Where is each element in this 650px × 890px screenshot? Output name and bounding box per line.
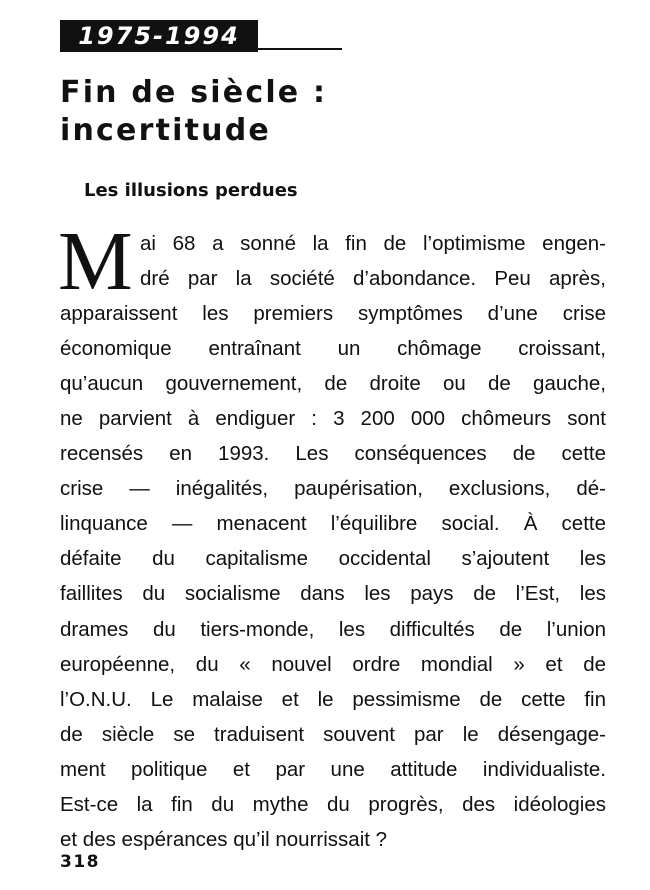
text-line-7: recensés en 1993. Les conséquences de cette <box>60 442 606 466</box>
section-subtitle: Les illusions perdues <box>84 180 298 201</box>
text-line-10: défaite du capitalisme occidental s’ajoutent les <box>60 547 606 571</box>
text-line-17: Est-ce la fin du mythe du progrès, des idéologies <box>60 792 606 816</box>
text-line-13: européenne, du « nouvel ordre mondial » et de <box>60 652 606 676</box>
body-text <box>58 215 606 857</box>
text-line-14: l’O.N.U. Le malaise et le pessimisme de cette fin <box>60 687 606 711</box>
text-line-15: de siècle se traduisent souvent par le désengage- <box>60 722 606 746</box>
text-line-3: apparaissent les premiers symptômes d’une crise <box>60 302 606 326</box>
title-line-2: incertitude <box>60 113 271 148</box>
text-line-12: drames du tiers-monde, les difficultés de l’union <box>60 617 606 641</box>
text-line-1: ai 68 a sonné la fin de l’optimisme engen- <box>140 232 606 255</box>
text-line-18: et des espérances qu’il nourrissait ? <box>60 827 388 851</box>
drop-cap: M <box>58 215 133 308</box>
page-title <box>60 74 327 150</box>
text-line-8: crise — inégalités, paupérisation, exclusions, dé- <box>60 477 606 501</box>
text-line-9: linquance — menacent l’équilibre social. À cette <box>60 512 606 536</box>
text-line-16: ment politique et par une attitude individualiste. <box>60 757 606 781</box>
title-line-1: Fin de siècle : <box>60 75 328 110</box>
period-badge: 1975-1994 <box>60 20 258 52</box>
period-label <box>60 20 342 52</box>
text-line-4: économique entraînant un chômage croissant, <box>60 337 606 361</box>
period-rule <box>258 48 342 50</box>
text-line-11: faillites du socialisme dans les pays de l’Est, les <box>60 582 606 606</box>
page-number: 318 <box>60 852 100 872</box>
text-line-2: dré par la société d’abondance. Peu après, <box>140 267 606 291</box>
text-line-6: ne parvient à endiguer : 3 200 000 chômeurs sont <box>60 407 606 431</box>
text-line-5: qu’aucun gouvernement, de droite ou de gauche, <box>60 372 606 396</box>
